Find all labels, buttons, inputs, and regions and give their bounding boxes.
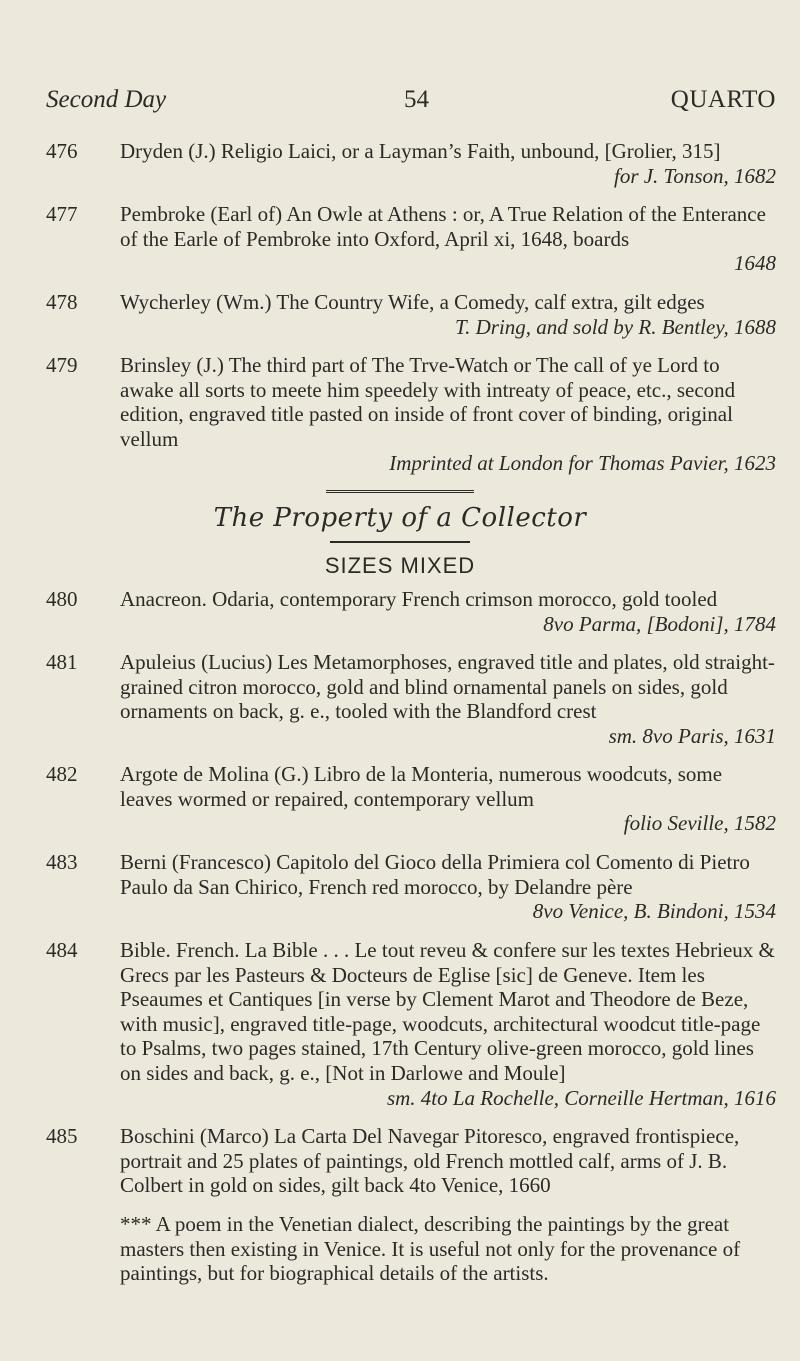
lot-note: *** A poem in the Venetian dialect, describing the paintings by the great masters then existing in Venice. It is useful not only for the provenance of paintings, but for biographical details of the artists.: [120, 1212, 741, 1286]
lot-description: Anacreon. Odaria, contemporary French crimson morocco, gold tooled: [120, 587, 718, 611]
lot-description: Berni (Francesco) Capitolo del Gioco della Primiera col Comento di Pietro Paulo da San Chirico, French red morocco, by Delandre père: [120, 850, 750, 899]
lot-number: 478: [46, 290, 78, 314]
lot-imprint: Imprinted at London for Thomas Pavier, 1623: [389, 451, 776, 476]
lot-description: Pembroke (Earl of) An Owle at Athens : or, A True Relation of the Enterance of the Earle of Pembroke into Oxford, April xi, 1648, boards: [120, 202, 766, 251]
lot-number: 483: [46, 850, 78, 874]
lot-imprint: 8vo Venice, B. Bindoni, 1534: [532, 899, 776, 924]
section-divider: [330, 541, 470, 543]
lot-description: Wycherley (Wm.) The Country Wife, a Comedy, calf extra, gilt edges: [120, 290, 705, 314]
lot-entry: [46, 139, 776, 188]
lot-description: Argote de Molina (G.) Libro de la Monteria, numerous woodcuts, some leaves wormed or repaired, contemporary vellum: [120, 762, 723, 811]
lot-imprint: sm. 4to La Rochelle, Corneille Hertman, 1616: [386, 1085, 776, 1110]
section-divider: [326, 490, 474, 493]
lot-imprint: T. Dring, and sold by R. Bentley, 1688: [455, 314, 776, 339]
running-head-day: Second Day: [46, 86, 167, 113]
page-number: 54: [404, 86, 429, 113]
lot-entry: [46, 938, 776, 1110]
lot-imprint: folio Seville, 1582: [623, 811, 776, 836]
lot-entry: [46, 587, 776, 636]
lot-number: 485: [46, 1124, 78, 1148]
lot-entry: [46, 762, 776, 836]
lot-description: Dryden (J.) Religio Laici, or a Layman’s Faith, unbound, [Grolier, 315]: [120, 139, 721, 163]
lot-imprint: 8vo Parma, [Bodoni], 1784: [543, 611, 776, 636]
lot-description: Apuleius (Lucius) Les Metamorphoses, engraved title and plates, old straight-grained citron morocco, gold and blind ornamental panels on sides, gold ornaments on back, g. e., tooled with the Blandford crest: [120, 650, 775, 724]
lot-number: 482: [46, 762, 78, 786]
section-title: The Property of a Collector: [213, 503, 587, 533]
lot-imprint: for J. Tonson, 1682: [613, 163, 776, 188]
lot-entry: [46, 850, 776, 924]
lot-number: 484: [46, 938, 78, 962]
section-subtitle: SIZES MIXED: [324, 553, 476, 578]
lot-entry: [46, 353, 776, 476]
page-header: [46, 86, 776, 120]
lot-number: 480: [46, 587, 78, 611]
lot-description: Brinsley (J.) The third part of The Trve-Watch or The call of ye Lord to awake all sorts to meete him speedely with intreaty of peace, etc., second edition, engraved title pasted on inside of front cover of binding, original vellum: [120, 353, 736, 451]
lot-number: 479: [46, 353, 78, 377]
lot-number: 481: [46, 650, 78, 674]
lot-number: 476: [46, 139, 78, 163]
lot-entry: [46, 290, 776, 339]
lot-entry: [46, 650, 776, 748]
lot-description: Bible. French. La Bible . . . Le tout reveu & confere sur les textes Hebrieux & Grecs par les Pasteurs & Docteurs de Eglise [sic] de Geneve. Item les Pseaumes et Cantiques [in verse by Clement Marot and Theodore de Beze, with music], engraved title-page, woodcuts, architectural woodcut title-page to Psalms, two pages stained, 17th Century olive-green morocco, gold lines on sides and back, g. e., [Not in Darlowe and Moule]: [120, 938, 775, 1085]
running-head-format: QUARTO: [670, 86, 776, 113]
lot-entry: [46, 1124, 776, 1198]
lot-entry: [46, 202, 776, 276]
lot-description: Boschini (Marco) La Carta Del Navegar Pitoresco, engraved frontispiece, portrait and 25 plates of paintings, old French mottled calf, arms of J. B. Colbert in gold on sides, gilt back 4to Venice, 1660: [120, 1124, 740, 1198]
lot-imprint: sm. 8vo Paris, 1631: [608, 723, 776, 748]
lot-imprint: 1648: [734, 251, 776, 276]
lot-number: 477: [46, 202, 78, 226]
